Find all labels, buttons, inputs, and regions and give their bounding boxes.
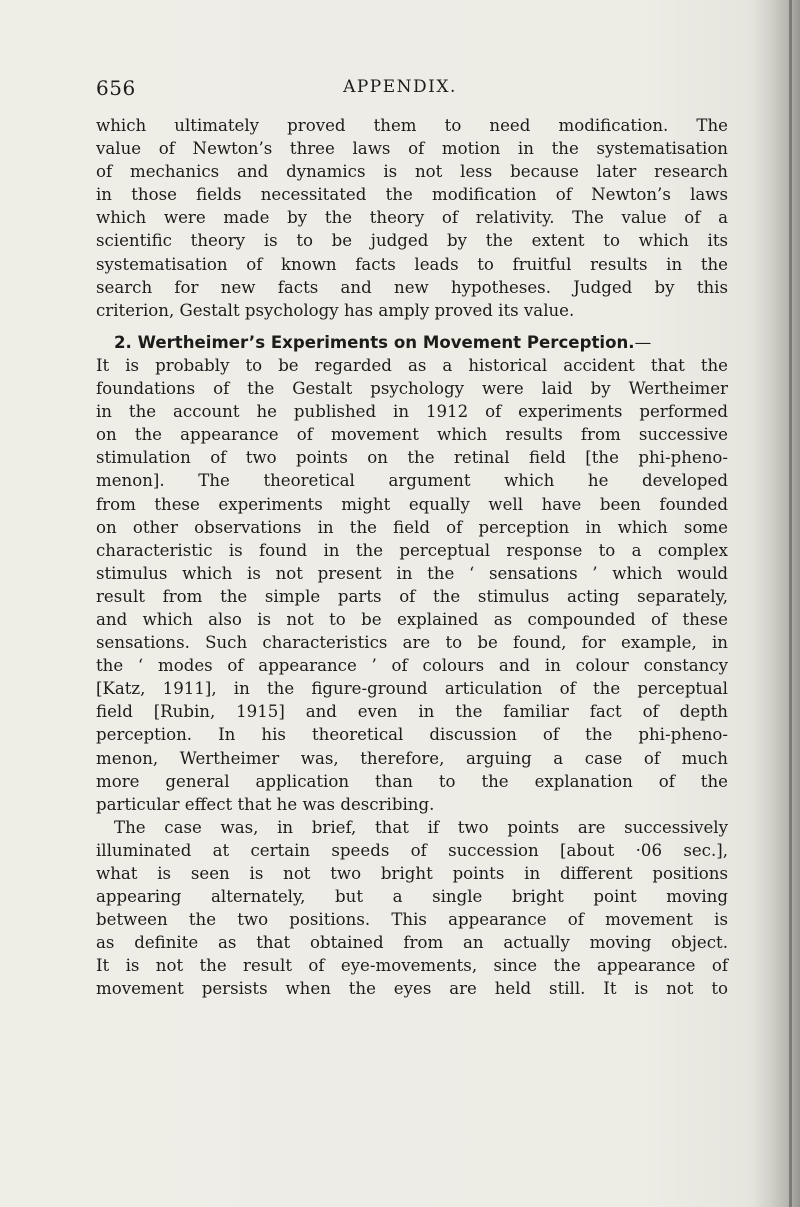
text-line: characteristic is found in the perceptual response to a complex: [96, 540, 728, 560]
text-line: It is probably to be regarded as a historical accident that the: [96, 355, 728, 375]
page-number: 656: [96, 76, 136, 100]
text-line: foundations of the Gestalt psychology were laid by Wertheimer: [96, 379, 728, 399]
text-line: menon]. The theoretical argument which he developed: [96, 471, 728, 491]
text-line: from these experiments might equally well have been founded: [96, 494, 728, 514]
text-line: stimulation of two points on the retinal field [the phi-pheno-: [96, 448, 728, 468]
text-line: which were made by the theory of relativity. The value of a: [96, 208, 728, 228]
text-line: in the account he published in 1912 of experiments performed: [96, 402, 728, 422]
text-line: result from the simple parts of the stimulus acting separately,: [96, 586, 728, 606]
page-body: [96, 114, 728, 1001]
text-line: more general application than to the explanation of the: [96, 771, 728, 791]
text-line: between the two positions. This appearance of movement is: [96, 910, 728, 930]
text-line: It is not the result of eye-movements, since the appearance of: [96, 956, 728, 976]
text-line: on other observations in the field of perception in which some: [96, 517, 728, 537]
heading-dash: —: [634, 332, 652, 352]
text-line: menon, Wertheimer was, therefore, arguing a case of much: [96, 748, 728, 768]
binding-edge: [789, 0, 792, 1207]
text-line: value of Newton’s three laws of motion in the systematisation: [96, 139, 728, 159]
text-line: sensations. Such characteristics are to be found, for example, in: [96, 633, 728, 653]
text-line: what is seen is not two bright points in different positions: [96, 864, 728, 883]
text-line: particular effect that he was describing.: [96, 794, 435, 814]
text-line: scientific theory is to be judged by the extent to which its: [96, 231, 728, 251]
text-line: as definite as that obtained from an actually moving object.: [96, 933, 728, 953]
text-line: on the appearance of movement which results from successive: [96, 425, 728, 445]
text-line: field [Rubin, 1915] and even in the familiar fact of depth: [96, 702, 728, 722]
page-edge-shadow: [752, 0, 800, 1207]
text-line: systematisation of known facts leads to fruitful results in the: [96, 254, 728, 274]
text-line: criterion, Gestalt psychology has amply proved its value.: [96, 300, 575, 320]
text-line: appearing alternately, but a single bright point moving: [96, 887, 728, 907]
paragraph-gap: [96, 322, 728, 331]
text-line: search for new facts and new hypotheses. Judged by this: [96, 277, 728, 297]
text-line: of mechanics and dynamics is not less because later research: [96, 162, 728, 182]
paragraph-1: [96, 114, 728, 322]
section-heading-line: [96, 331, 728, 354]
text-line: The case was, in brief, that if two points are successively: [114, 817, 728, 837]
text-line: [Katz, 1911], in the figure-ground articulation of the perceptual: [96, 679, 728, 699]
text-line: in those fields necessitated the modification of Newton’s laws: [96, 185, 728, 205]
text-line: and which also is not to be explained as compounded of these: [96, 609, 728, 629]
running-head: APPENDIX.: [343, 77, 457, 97]
text-line: illuminated at certain speeds of succession [about ·06 sec.],: [96, 840, 728, 860]
text-line: movement persists when the eyes are held still. It is not to: [96, 979, 728, 999]
text-line: stimulus which is not present in the ‘ sensations ’ which would: [96, 563, 728, 583]
text-line: the ‘ modes of appearance ’ of colours and in colour constancy: [96, 656, 728, 676]
section-heading: 2. Wertheimer’s Experiments on Movement Perception.: [114, 332, 635, 352]
text-line: perception. In his theoretical discussion of the phi-pheno-: [96, 725, 728, 745]
paragraph-3: [96, 816, 728, 1001]
section-2: [96, 331, 728, 816]
text-line: which ultimately proved them to need modification. The: [96, 116, 728, 135]
